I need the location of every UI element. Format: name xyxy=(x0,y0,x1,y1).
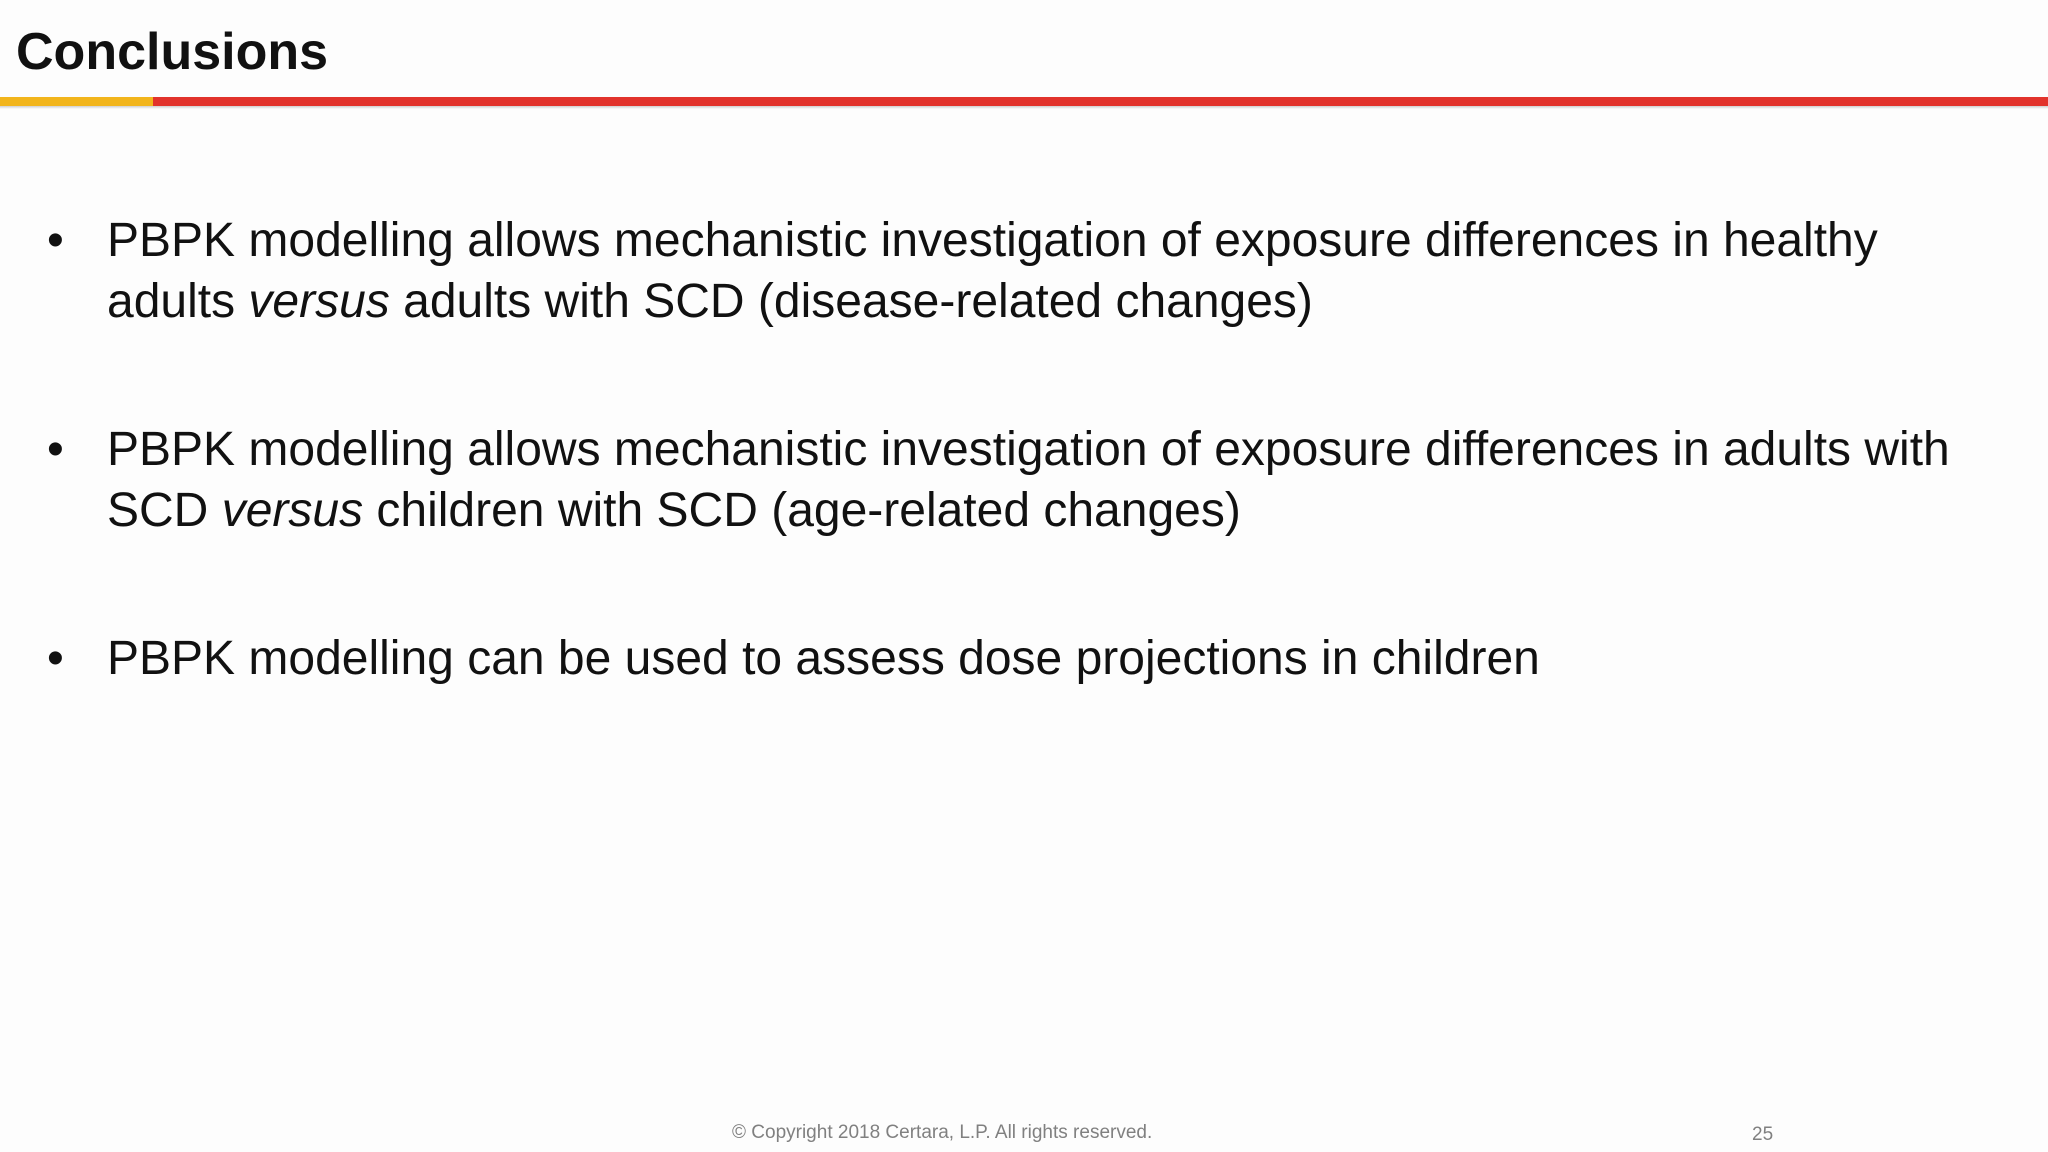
bullet-text-start: PBPK modelling allows mechanistic investigation of exposure differences in healthy adults xyxy=(107,214,1878,328)
page-number: 25 xyxy=(1752,1124,1774,1145)
bullet-text-emphasis: versus xyxy=(221,484,364,537)
bullet-text-end: adults with SCD (disease-related changes) xyxy=(389,275,1313,328)
bullet-item xyxy=(0,419,2048,541)
bullet-item xyxy=(0,628,2048,689)
title-underline-main xyxy=(153,97,2048,106)
bullet-list xyxy=(0,210,2048,776)
slide-title: Conclusions xyxy=(16,23,329,81)
bullet-text-emphasis: versus xyxy=(248,275,390,328)
bullet-marker: • xyxy=(47,423,64,476)
bullet-item xyxy=(0,210,2048,332)
bullet-marker: • xyxy=(47,214,64,267)
bullet-text-start: PBPK modelling allows mechanistic investigation of exposure differences in adults with SCD xyxy=(107,423,1950,537)
bullet-text-end: children with SCD (age-related changes) xyxy=(363,484,1241,537)
bullet-text xyxy=(107,214,1878,328)
bullet-text: PBPK modelling can be used to assess dose projections in children xyxy=(107,632,1540,685)
title-underline xyxy=(0,97,2048,106)
footer-copyright: © Copyright 2018 Certara, L.P. All rights reserved. xyxy=(732,1122,1153,1143)
bullet-text xyxy=(107,423,1950,537)
title-underline-shadow xyxy=(0,106,2048,109)
title-underline-accent xyxy=(0,97,153,106)
bullet-marker: • xyxy=(47,632,64,685)
